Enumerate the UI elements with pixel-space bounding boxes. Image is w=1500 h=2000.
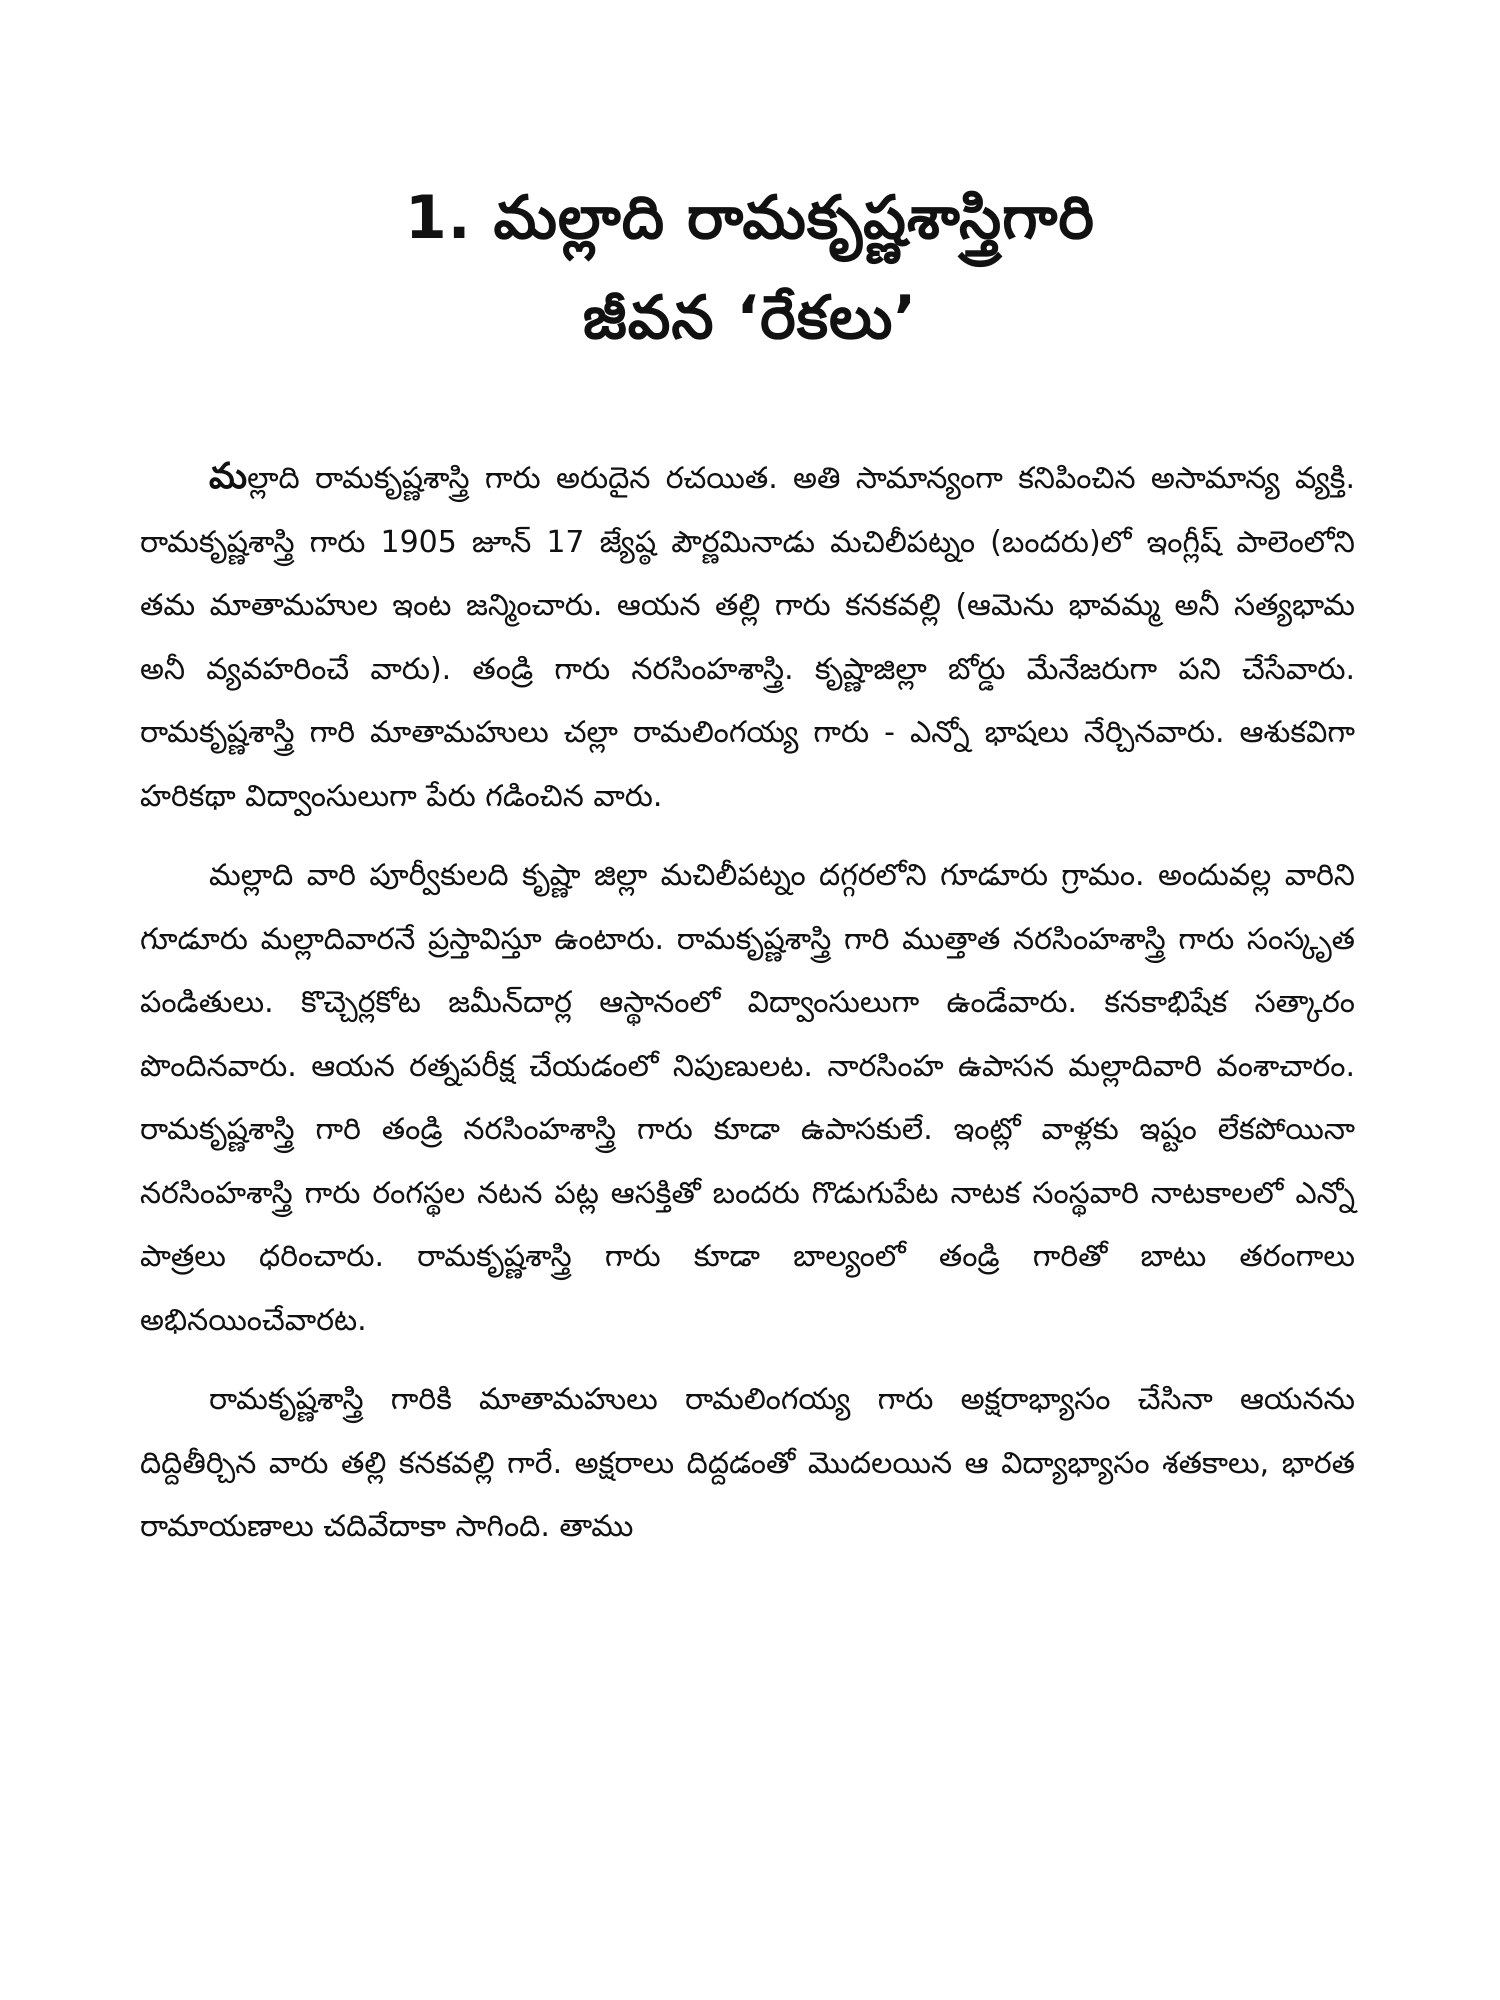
chapter-body	[140, 445, 1355, 1559]
chapter-title	[150, 168, 1350, 368]
paragraph-text: మల్లాది వారి పూర్వీకులది కృష్ణా జిల్లా మచిలీపట్నం దగ్గరలోని గూడూరు గ్రామం. అందువల్ల వారిని గూడూరు మల్లాదివారనే ప్రస్తావిస్తూ ఉంటారు. రామకృష్ణశాస్త్రి గారి ముత్తాత నరసింహశాస్త్రి గారు సంస్కృత పండితులు. కొచ్చెర్లకోట జమీన్‌దార్ల ఆస్థానంలో విద్వాంసులుగా ఉండేవారు. కనకాభిషేక సత్కారం పొందినవారు. ఆయన రత్నపరీక్ష చేయడంలో నిపుణులట. నారసింహ ఉపాసన మల్లాదివారి వంశాచారం. రామకృష్ణశాస్త్రి గారి తండ్రి నరసింహశాస్త్రి గారు కూడా ఉపాసకులే. ఇంట్లో వాళ్లకు ఇష్టం లేకపోయినా నరసింహశాస్త్రి గారు రంగస్థల నటన పట్ల ఆసక్తితో బందరు గొడుగుపేట నాటక సంస్థవారి నాటకాలలో ఎన్నో పాత్రలు ధరించారు. రామకృష్ణశాస్త్రి గారు కూడా బాల్యంలో తండ్రి గారితో బాటు తరంగాలు అభినయించేవారట.	[140, 858, 1355, 1338]
chapter-title-line-1: 1. మల్లాది రామకృష్ణశాస్త్రిగారి	[405, 183, 1095, 253]
chapter-title-line-2: జీవన ‘రేకలు’	[582, 283, 918, 353]
paragraph-1	[140, 445, 1355, 828]
paragraph-initial: మ	[209, 456, 248, 497]
paragraph-3	[140, 1368, 1355, 1559]
paragraph-text: రామకృష్ణశాస్త్రి గారికి మాతామహులు రామలింగయ్య గారు అక్షరాభ్యాసం చేసినా ఆయనను దిద్దితీర్చిన వారు తల్లి కనకవల్లి గారే. అక్షరాలు దిద్దడంతో మొదలయిన ఆ విద్యాభ్యాసం శతకాలు, భారత రామాయణాలు చదివేదాకా సాగింది. తాము	[140, 1382, 1355, 1544]
paragraph-text: ల్లాది రామకృష్ణశాస్త్రి గారు అరుదైన రచయిత. అతి సామాన్యంగా కనిపించిన అసామాన్య వ్యక్తి. రామకృష్ణశాస్త్రి గారు 1905 జూన్ 17 జ్యేష్ఠ పౌర్ణమినాడు మచిలీపట్నం (బందరు)లో ఇంగ్లీష్ పాలెంలోని తమ మాతామహుల ఇంట జన్మించారు. ఆయన తల్లి గారు కనకవల్లి (ఆమెను భావమ్మ అనీ సత్యభామ అనీ వ్యవహరించే వారు). తండ్రి గారు నరసింహశాస్త్రి. కృష్ణాజిల్లా బోర్డు మేనేజరుగా పని చేసేవారు. రామకృష్ణశాస్త్రి గారి మాతామహులు చల్లా రామలింగయ్య గారు - ఎన్నో భాషలు నేర్చినవారు. ఆశుకవిగా హరికథా విద్వాంసులుగా పేరు గడించిన వారు.	[140, 461, 1355, 814]
paragraph-2	[140, 844, 1355, 1352]
